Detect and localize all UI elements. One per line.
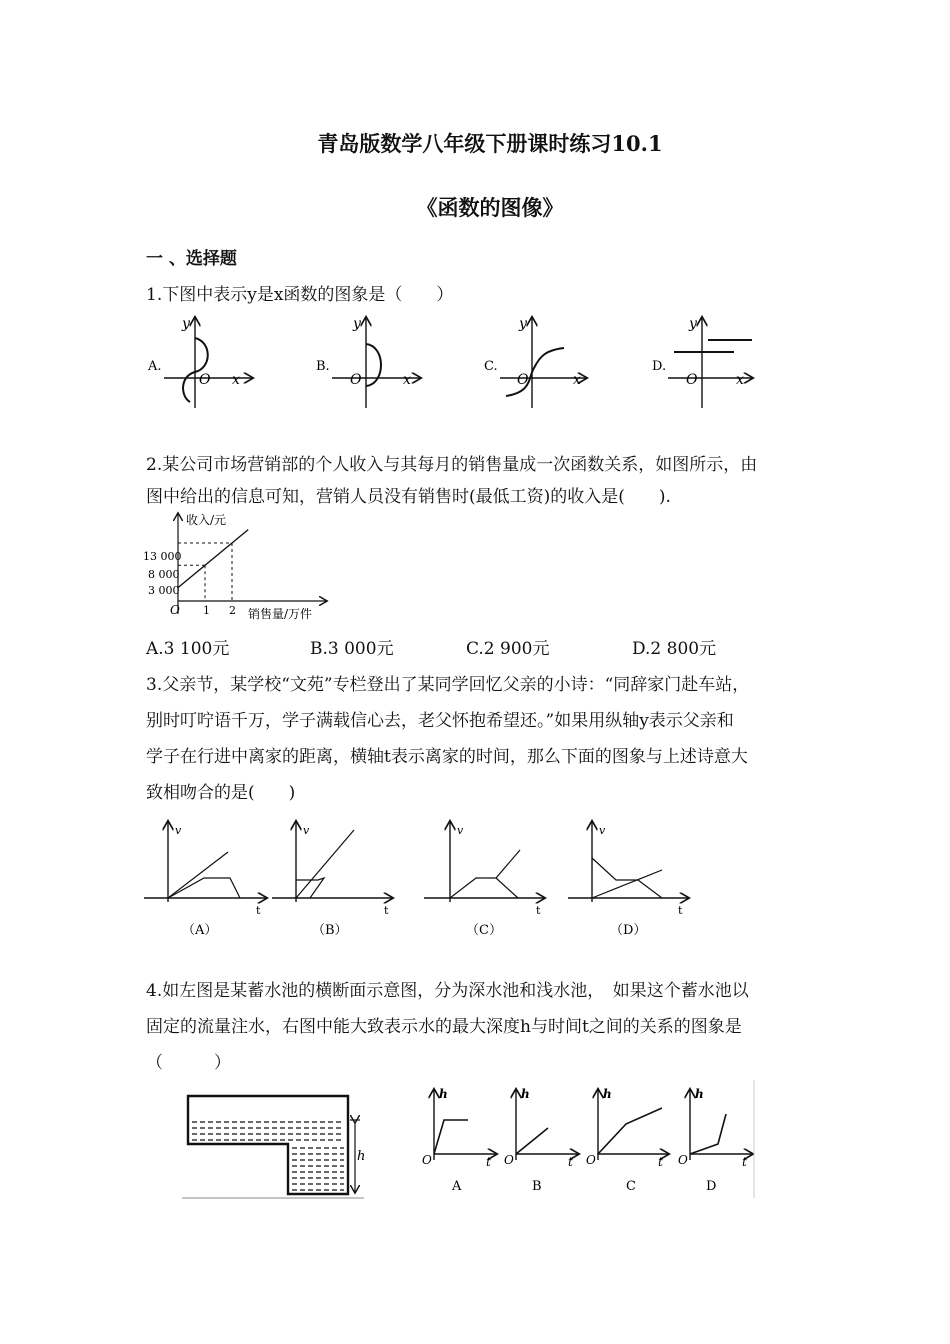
q3-option-a: （A） bbox=[182, 923, 218, 938]
q4-graph-d bbox=[678, 1087, 752, 1194]
q1-a-xlabel: x bbox=[232, 372, 240, 388]
q2-xtick-2: 2 bbox=[229, 604, 236, 617]
question-3-line-2: 别时叮咛语千万，学子满载信心去，老父怀抱希望还。”如果用纵轴y表示父亲和 bbox=[146, 711, 734, 731]
q1-option-label-a: A. bbox=[148, 359, 162, 374]
question-3-line-1: 3.父亲节，某学校“文苑”专栏登出了某同学回忆父亲的小诗：“同辞家门赴车站， bbox=[146, 675, 750, 695]
q4-c-ylabel: h bbox=[603, 1087, 612, 1101]
pool-cross-section bbox=[178, 1088, 378, 1206]
q1-graph-a bbox=[147, 316, 252, 408]
q3-graph-a bbox=[144, 822, 266, 938]
q2-xtick-1: 1 bbox=[203, 604, 210, 617]
q4-b-ylabel: h bbox=[521, 1087, 530, 1101]
q1-c-origin: O bbox=[517, 372, 529, 388]
q1-d-xlabel: x bbox=[736, 372, 744, 388]
q1-b-xlabel: x bbox=[403, 372, 411, 388]
question-3-figures bbox=[140, 818, 700, 942]
q4-a-xlabel: t bbox=[486, 1155, 491, 1169]
page-subtitle: 《函数的图像》 bbox=[416, 195, 564, 220]
q4-d-origin: O bbox=[678, 1153, 688, 1167]
question-4-line-3: （ ） bbox=[146, 1053, 231, 1073]
q4-a-origin: O bbox=[422, 1153, 432, 1167]
question-4-figures bbox=[412, 1080, 764, 1206]
q3-a-ylabel: v bbox=[175, 824, 182, 837]
question-3-line-3: 学子在行进中离家的距离，横轴t表示离家的时间，那么下面的图象与上述诗意大 bbox=[146, 747, 748, 767]
q3-d-xlabel: t bbox=[678, 904, 683, 917]
q1-option-label-c: C. bbox=[484, 359, 498, 374]
q1-b-origin: O bbox=[350, 372, 362, 388]
q1-a-origin: O bbox=[199, 372, 211, 388]
q1-graph-c bbox=[484, 316, 586, 408]
question-4-line-2: 固定的流量注水，右图中能大致表示水的最大深度h与时间t之间的关系的图象是 bbox=[146, 1017, 742, 1037]
question-2-line-1: 2.某公司市场营销部的个人收入与其每月的销售量成一次函数关系，如图所示，由 bbox=[146, 455, 758, 475]
q3-graph-c bbox=[424, 822, 544, 938]
q2-option-d[interactable]: D.2 800元 bbox=[632, 639, 717, 659]
q2-option-a[interactable]: A.3 100元 bbox=[146, 639, 230, 659]
q3-b-ylabel: v bbox=[303, 824, 310, 837]
q1-b-ylabel: y bbox=[353, 316, 361, 332]
q1-option-label-b: B. bbox=[316, 359, 330, 374]
q4-graph-c bbox=[586, 1087, 668, 1194]
q2-ylabel: 收入/元 bbox=[186, 513, 227, 527]
q3-option-c: （C） bbox=[466, 923, 502, 938]
q3-c-xlabel: t bbox=[536, 904, 541, 917]
q1-graph-b bbox=[316, 316, 420, 408]
q4-b-xlabel: t bbox=[568, 1155, 573, 1169]
q4-option-a: A bbox=[452, 1179, 462, 1194]
q4-d-xlabel: t bbox=[742, 1155, 747, 1169]
q4-option-d: D bbox=[706, 1179, 717, 1194]
q4-c-xlabel: t bbox=[658, 1155, 663, 1169]
q4-option-c: C bbox=[626, 1179, 636, 1194]
question-2-line-2: 图中给出的信息可知，营销人员没有销售时(最低工资)的收入是( ). bbox=[146, 487, 671, 507]
q4-option-b: B bbox=[532, 1179, 542, 1194]
q3-graph-b bbox=[272, 822, 392, 938]
q3-d-ylabel: v bbox=[599, 824, 606, 837]
q3-option-d: （D） bbox=[610, 923, 647, 938]
page-title: 青岛版数学八年级下册课时练习10.1 bbox=[317, 131, 663, 156]
question-1-text: 1.下图中表示y是x函数的图象是（ ） bbox=[146, 285, 454, 305]
question-2-chart bbox=[140, 508, 340, 628]
q3-a-xlabel: t bbox=[256, 904, 261, 917]
q2-ytick-13000: 13 000 bbox=[143, 550, 182, 563]
q2-xlabel: 销售量/万件 bbox=[248, 607, 313, 621]
q2-option-b[interactable]: B.3 000元 bbox=[310, 639, 394, 659]
q1-c-xlabel: x bbox=[573, 372, 581, 388]
q1-c-ylabel: y bbox=[519, 316, 527, 332]
pool-depth-label: h bbox=[357, 1149, 366, 1164]
q3-b-xlabel: t bbox=[384, 904, 389, 917]
q4-d-ylabel: h bbox=[695, 1087, 704, 1101]
q1-d-ylabel: y bbox=[689, 316, 697, 332]
q3-c-ylabel: v bbox=[457, 824, 464, 837]
q4-a-ylabel: h bbox=[439, 1087, 448, 1101]
q1-option-label-d: D. bbox=[652, 359, 667, 374]
question-4-line-1: 4.如左图是某蓄水池的横断面示意图，分为深水池和浅水池， 如果这个蓄水池以 bbox=[146, 981, 749, 1001]
q4-c-origin: O bbox=[586, 1153, 596, 1167]
q3-graph-d bbox=[568, 822, 688, 938]
section-heading: 一 、选择题 bbox=[146, 249, 237, 269]
q4-graph-a bbox=[422, 1087, 496, 1194]
q1-a-ylabel: y bbox=[182, 316, 190, 332]
q3-option-b: （B） bbox=[312, 923, 348, 938]
q2-origin: O bbox=[170, 603, 180, 617]
q2-option-c[interactable]: C.2 900元 bbox=[466, 639, 550, 659]
q4-graph-b bbox=[504, 1087, 578, 1194]
q2-ytick-3000: 3 000 bbox=[148, 584, 180, 597]
q1-graph-d bbox=[652, 316, 752, 408]
question-3-line-4: 致相吻合的是( ) bbox=[146, 783, 296, 803]
q4-b-origin: O bbox=[504, 1153, 514, 1167]
q2-ytick-8000: 8 000 bbox=[148, 568, 180, 581]
question-1-figures bbox=[140, 312, 780, 412]
q1-d-origin: O bbox=[686, 372, 698, 388]
q2-series-line bbox=[178, 530, 248, 588]
